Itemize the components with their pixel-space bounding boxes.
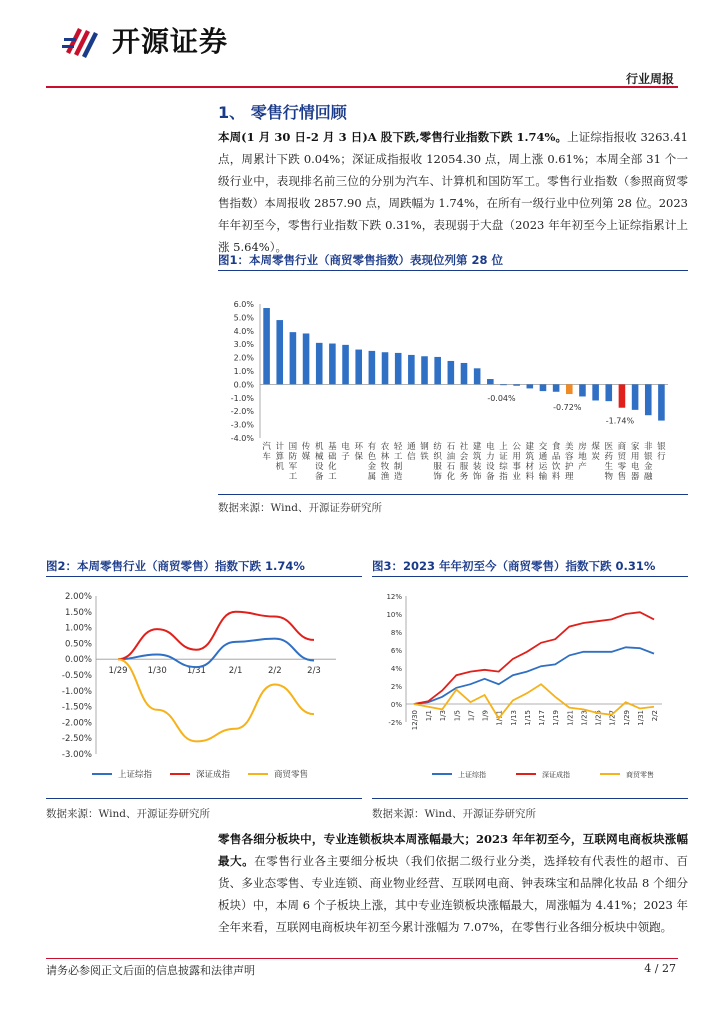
- category-label: 通: [407, 442, 416, 452]
- x-tick-label: 1/9: [481, 710, 490, 722]
- y-tick-label: 4.0%: [233, 326, 254, 336]
- logo-mark-icon: [60, 18, 104, 62]
- bar: [592, 384, 599, 400]
- category-label: 美: [565, 442, 574, 452]
- series-line: [414, 684, 654, 718]
- category-label: 子: [341, 452, 350, 462]
- category-label: 公: [512, 442, 521, 452]
- category-label: 铁: [420, 452, 429, 462]
- category-label: 服: [459, 462, 469, 472]
- bar: [434, 357, 441, 384]
- x-tick-label: 1/30: [147, 666, 167, 677]
- page-header: [0, 0, 724, 86]
- bar: [487, 379, 494, 384]
- category-label: 生: [604, 462, 614, 472]
- category-label: 建: [525, 442, 535, 452]
- category-label: 石: [446, 462, 456, 472]
- paragraph-segments: [218, 828, 688, 938]
- x-tick-label: 1/25: [594, 710, 603, 726]
- category-label: 食: [551, 442, 561, 452]
- category-label: 事: [512, 462, 521, 472]
- bar: [395, 353, 402, 384]
- category-label: 综: [499, 462, 508, 472]
- category-label: 钢: [420, 442, 429, 452]
- y-tick-label: 3.0%: [233, 340, 254, 350]
- category-label: 运: [538, 462, 548, 472]
- x-tick-label: 2/2: [267, 666, 282, 677]
- category-label: 筑: [472, 452, 482, 462]
- data-label: -0.72%: [553, 403, 582, 413]
- figure-2-source: 数据来源：Wind、开源证券研究所: [46, 808, 210, 820]
- category-label: 护: [565, 462, 574, 472]
- y-tick-label: 0.00%: [64, 655, 92, 666]
- paragraph-body: 在零售行业各主要细分板块（我们依据二级行业分类，选择较有代表性的超市、百货、多业态零售、专业连锁、商业物业经营、互联网电商、钟表珠宝和品牌化妆品 8 个细分板块）中，本周 6 个子板块上涨，其中专业连锁板块涨幅最大，周涨幅为 4.41%；2023 年全年来看，互联网电商板块年初至今累计涨幅为 7.07%，在零售行业各细分板块中领跑。: [218, 854, 689, 934]
- category-label: 家: [630, 442, 640, 452]
- category-label: 传: [301, 442, 311, 452]
- y-tick-label: 2.00%: [64, 592, 92, 602]
- figure-3-bottom-rule: [372, 798, 688, 799]
- report-type: 行业周报: [625, 72, 674, 86]
- category-label: 业: [512, 472, 521, 482]
- y-tick-label: 1.50%: [64, 607, 92, 618]
- category-label: 础: [328, 452, 337, 462]
- bar: [605, 384, 612, 401]
- figure-2-bottom-rule: [46, 798, 362, 799]
- category-label: 电: [341, 442, 350, 452]
- y-tick-label: -2%: [388, 719, 402, 727]
- figure-1-title: 图1：本周零售行业（商贸零售指数）表现位列第 28 位: [218, 253, 504, 267]
- x-tick-label: 1/29: [622, 710, 631, 726]
- figure-2-line-chart: [46, 584, 362, 794]
- bar: [290, 332, 297, 384]
- category-label: 渔: [380, 472, 390, 482]
- company-name: 开源证券: [112, 25, 229, 58]
- category-label: 通: [538, 452, 548, 462]
- y-tick-label: -2.00%: [61, 718, 92, 729]
- bar: [461, 363, 468, 384]
- category-label: 饮: [551, 462, 561, 472]
- y-tick-label: 0.0%: [233, 380, 254, 390]
- category-label: 指: [499, 472, 508, 482]
- category-label: 银: [644, 452, 653, 462]
- category-label: 军: [288, 462, 298, 472]
- category-label: 上: [499, 442, 508, 452]
- figure-1-rule: [218, 270, 688, 271]
- y-tick-label: 12%: [386, 593, 402, 601]
- category-label: 工: [288, 472, 298, 482]
- x-tick-label: 1/29: [108, 666, 128, 677]
- category-label: 理: [565, 472, 574, 482]
- category-label: 汽: [262, 442, 271, 452]
- paragraph-lead: 零售各细分板块中，专业连锁板块本周涨幅最大；2023 年年初至今，互联网电商板块涨幅最大。: [218, 832, 688, 868]
- category-label: 有: [367, 442, 377, 452]
- legend-label: 上证综指: [118, 770, 153, 780]
- y-tick-label: -1.0%: [230, 393, 254, 403]
- category-label: 炭: [591, 452, 600, 462]
- series-line: [118, 612, 314, 659]
- category-label: 输: [538, 472, 548, 482]
- page-number: 4 / 27: [644, 962, 676, 975]
- y-tick-label: -1.00%: [61, 686, 92, 697]
- x-tick-label: 2/3: [307, 666, 321, 677]
- category-label: 医: [604, 442, 614, 452]
- category-label: 容: [565, 452, 574, 462]
- legend-label: 深证成指: [196, 770, 231, 780]
- category-label: 化: [446, 472, 456, 482]
- category-label: 社: [459, 442, 469, 452]
- bar: [369, 351, 376, 385]
- category-label: 牧: [380, 462, 390, 472]
- category-label: 药: [604, 452, 614, 462]
- bar: [553, 384, 560, 391]
- x-tick-label: 1/31: [636, 710, 645, 726]
- y-tick-label: 2.0%: [233, 353, 254, 363]
- figure-3-rule: [372, 576, 688, 577]
- category-label: 备: [486, 472, 495, 482]
- category-label: 电: [486, 442, 495, 452]
- legend-label: 深证成指: [542, 771, 570, 779]
- bar: [527, 384, 534, 388]
- x-tick-label: 1/23: [580, 710, 589, 726]
- category-label: 保: [354, 452, 363, 462]
- category-label: 车: [262, 452, 271, 462]
- category-label: 轻: [393, 442, 403, 452]
- bar: [619, 384, 626, 407]
- legend-label: 商贸零售: [274, 770, 309, 780]
- x-tick-label: 1/11: [495, 710, 504, 726]
- footer-disclaimer: 请务必参阅正文后面的信息披露和法律声明: [46, 964, 255, 977]
- category-label: 环: [354, 442, 363, 452]
- category-label: 制: [393, 462, 403, 472]
- category-label: 煤: [591, 442, 600, 452]
- y-tick-label: 4%: [390, 665, 402, 673]
- category-label: 料: [525, 472, 535, 482]
- bar: [355, 350, 362, 385]
- category-label: 地: [578, 452, 587, 462]
- category-label: 非: [644, 442, 653, 452]
- bar: [276, 320, 283, 384]
- data-label: -0.04%: [487, 393, 516, 403]
- bar: [540, 384, 547, 391]
- category-label: 农: [380, 442, 390, 452]
- category-label: 色: [367, 452, 377, 462]
- y-tick-label: -4.0%: [230, 434, 254, 443]
- data-label: -1.74%: [605, 416, 635, 426]
- bar: [658, 384, 665, 420]
- category-label: 属: [367, 472, 377, 482]
- category-label: 基: [328, 442, 337, 452]
- x-tick-label: 1/19: [552, 710, 561, 726]
- bar: [408, 355, 415, 384]
- category-label: 物: [604, 472, 614, 482]
- bar: [316, 343, 323, 385]
- category-label: 械: [314, 452, 324, 462]
- category-label: 工: [393, 452, 403, 462]
- paragraph-market-review: [218, 126, 688, 258]
- x-tick-label: 2/2: [651, 710, 659, 722]
- category-label: 银: [657, 442, 666, 452]
- x-tick-label: 1/17: [538, 710, 547, 726]
- series-line: [414, 647, 654, 704]
- bar: [329, 344, 336, 385]
- category-label: 零: [617, 462, 627, 472]
- category-label: 装: [472, 462, 482, 472]
- category-label: 设: [486, 462, 495, 472]
- category-label: 信: [407, 452, 416, 462]
- category-label: 力: [486, 452, 495, 462]
- category-label: 务: [459, 472, 469, 482]
- category-label: 设: [314, 462, 324, 472]
- category-label: 防: [288, 452, 298, 462]
- category-label: 房: [578, 442, 587, 452]
- category-label: 商: [617, 442, 627, 452]
- y-tick-label: 2%: [390, 683, 402, 691]
- legend-label: 商贸零售: [626, 771, 654, 779]
- y-tick-label: 8%: [390, 629, 402, 637]
- figure-2-title: 图2：本周零售行业（商贸零售）指数下跌 1.74%: [46, 559, 305, 573]
- category-label: 产: [578, 462, 587, 472]
- category-label: 织: [433, 452, 442, 462]
- category-label: 料: [551, 472, 561, 482]
- bar: [263, 308, 270, 384]
- category-label: 材: [525, 462, 535, 472]
- bar: [303, 333, 310, 384]
- y-tick-label: -2.0%: [230, 407, 254, 417]
- x-tick-label: 1/1: [425, 710, 434, 722]
- category-label: 化: [328, 462, 337, 472]
- bar: [382, 352, 389, 384]
- bar: [448, 361, 455, 384]
- category-label: 电: [630, 462, 640, 472]
- bar: [342, 345, 349, 385]
- category-label: 建: [472, 442, 482, 452]
- series-line: [414, 612, 654, 704]
- x-tick-label: 2/1: [228, 666, 243, 677]
- category-label: 国: [288, 442, 298, 452]
- category-label: 会: [459, 452, 469, 462]
- bar: [474, 368, 481, 384]
- category-label: 纺: [433, 442, 442, 452]
- x-tick-label: 1/21: [566, 710, 575, 726]
- y-tick-label: -3.00%: [61, 750, 92, 760]
- category-label: 饰: [472, 472, 482, 482]
- y-tick-label: 0.50%: [64, 639, 92, 650]
- x-tick-label: 1/7: [467, 710, 476, 722]
- category-label: 油: [446, 452, 456, 462]
- x-tick-label: 1/5: [453, 710, 462, 722]
- bar: [421, 356, 428, 384]
- section-title: 1、 零售行情回顾: [218, 103, 347, 122]
- y-tick-label: -0.50%: [61, 671, 92, 681]
- category-label: 用: [630, 452, 640, 462]
- company-logo: [60, 18, 228, 62]
- category-label: 石: [446, 442, 456, 452]
- y-tick-label: -2.50%: [61, 734, 92, 745]
- x-tick-label: 1/15: [523, 710, 532, 726]
- y-tick-label: -1.50%: [61, 702, 92, 713]
- category-label: 饰: [433, 472, 442, 482]
- bar: [513, 384, 520, 385]
- category-label: 器: [630, 472, 640, 482]
- category-label: 品: [551, 452, 561, 462]
- y-tick-label: 6%: [390, 647, 402, 655]
- figure-1-source: 数据来源：Wind、开源证券研究所: [218, 502, 382, 514]
- x-tick-label: 1/27: [608, 710, 617, 726]
- category-label: 机: [314, 442, 324, 452]
- category-label: 工: [328, 472, 337, 482]
- y-tick-label: 1.00%: [64, 623, 92, 634]
- x-tick-label: 1/3: [439, 710, 448, 722]
- footer-divider: [46, 958, 678, 959]
- bar: [500, 384, 507, 385]
- figure-3-line-chart: [372, 584, 688, 794]
- category-label: 交: [538, 442, 548, 452]
- category-label: 筑: [525, 452, 535, 462]
- x-tick-label: 1/31: [186, 666, 206, 677]
- paragraph-lead: 本周(1 月 30 日-2 月 3 日)A 股下跌,零售行业指数下跌 1.74%。: [218, 130, 568, 144]
- x-tick-label: 1/13: [509, 710, 518, 726]
- figure-1-bar-chart: [218, 282, 688, 492]
- category-label: 售: [617, 472, 627, 482]
- category-label: 证: [499, 452, 508, 462]
- x-tick-label: 12/30: [411, 710, 419, 731]
- legend-label: 上证综指: [458, 771, 486, 779]
- y-tick-label: 5.0%: [233, 313, 254, 323]
- category-label: 备: [314, 472, 324, 482]
- category-label: 计: [275, 442, 284, 452]
- bar: [645, 384, 652, 415]
- series-line: [118, 639, 314, 667]
- category-label: 林: [380, 452, 390, 462]
- bar: [579, 384, 586, 396]
- category-label: 机: [275, 462, 284, 472]
- bar: [566, 384, 573, 394]
- figure-3-title: 图3：2023 年年初至今（商贸零售）指数下跌 0.31%: [372, 559, 656, 573]
- y-tick-label: 0%: [390, 701, 402, 709]
- y-tick-label: 10%: [386, 611, 402, 619]
- category-label: 融: [644, 472, 653, 482]
- bar: [632, 384, 639, 409]
- category-label: 造: [393, 472, 403, 482]
- paragraph-body: 上证综指报收 3263.41 点，周累计下跌 0.04%；深证成指报收 12054.30 点，周上涨 0.61%；本周全部 31 个一级行业中，表现排名前三位的分别为汽车、计算机和国防军工。零售行业指数（参照商贸零售指数）本周报收 2857.90 点，周跌幅为 1.74%，在所有一级行业中位列第 28 位。2023 年年初至今，零售行业指数下跌 0.31%，表现弱于大盘（2023 年年初至今上证综指累计上涨 5.64%）。: [218, 130, 688, 254]
- category-label: 服: [433, 462, 442, 472]
- category-label: 行: [657, 452, 666, 462]
- y-tick-label: 1.0%: [233, 367, 254, 376]
- category-label: 贸: [617, 452, 627, 462]
- category-label: 金: [644, 462, 653, 472]
- category-label: 用: [512, 452, 521, 462]
- figure-1-bottom-rule: [218, 494, 688, 495]
- figure-3-source: 数据来源：Wind、开源证券研究所: [372, 808, 536, 820]
- figure-2-rule: [46, 576, 362, 577]
- y-tick-label: -3.0%: [230, 420, 254, 430]
- category-label: 算: [275, 452, 284, 462]
- header-divider: [46, 86, 678, 88]
- y-tick-label: 6.0%: [233, 300, 254, 309]
- category-label: 媒: [301, 452, 311, 462]
- category-label: 金: [367, 462, 377, 472]
